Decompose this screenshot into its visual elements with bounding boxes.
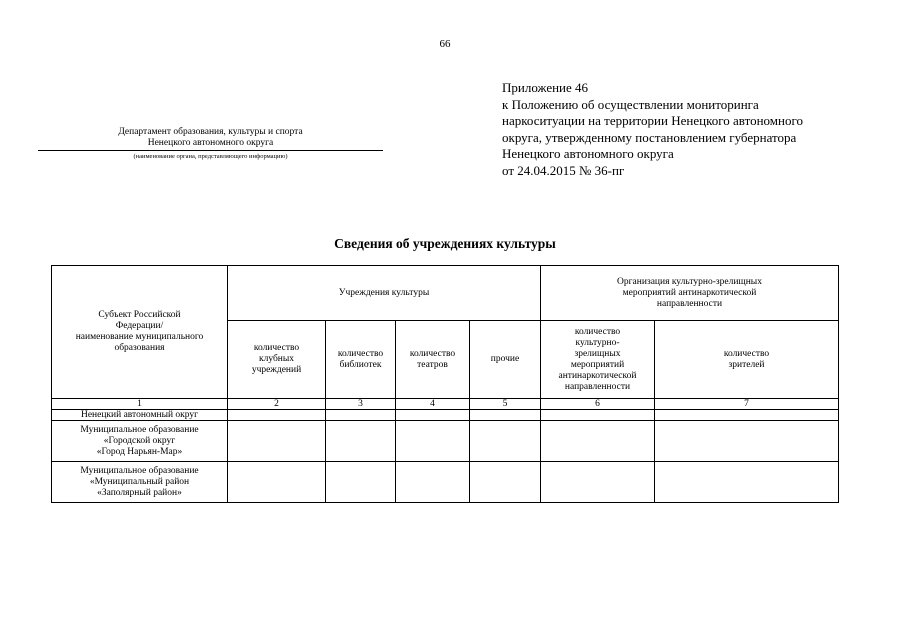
header-col-event-count <box>541 321 655 399</box>
column-number: 1 <box>52 399 228 410</box>
table-cell <box>326 421 396 462</box>
header-col-clubs <box>228 321 326 399</box>
appendix-block <box>502 80 892 179</box>
column-number-row <box>52 399 839 410</box>
row-label-line: «Городской округ <box>103 435 176 446</box>
header-culture-institutions: Учреждения культуры <box>228 266 541 321</box>
appendix-line: округа, утвержденному постановлением губернатора <box>502 129 797 145</box>
table-cell <box>655 421 839 462</box>
table-cell <box>541 410 655 421</box>
table-cell <box>326 410 396 421</box>
column-number: 6 <box>541 399 655 410</box>
header-line: клубных <box>258 354 295 364</box>
organization-name-line2: Ненецкого автономного округа <box>38 138 383 151</box>
row-label-line: Муниципальное образование <box>80 465 199 476</box>
table-cell <box>541 462 655 503</box>
table-cell <box>396 421 470 462</box>
header-line: количество <box>723 348 770 359</box>
header-subject-line: Федерации/ <box>115 321 164 331</box>
appendix-line: Ненецкого автономного округа <box>502 146 674 161</box>
table-cell <box>541 421 655 462</box>
table-cell <box>228 462 326 503</box>
appendix-line: к Положению об осуществлении мониторинга <box>502 96 759 112</box>
table-cell <box>655 462 839 503</box>
header-line: зрелищных <box>574 348 621 359</box>
header-line: культурно- <box>575 337 620 348</box>
header-line: количество <box>253 343 300 353</box>
header-col-theaters <box>396 321 470 399</box>
header-line: количество <box>409 348 456 359</box>
column-number: 5 <box>470 399 541 410</box>
header-events-line: направленности <box>656 298 723 309</box>
column-number: 4 <box>396 399 470 410</box>
table-cell <box>228 421 326 462</box>
appendix-line: от 24.04.2015 № 36-пг <box>502 162 625 178</box>
organization-caption: (наименование органа, представляющего информацию) <box>133 153 288 160</box>
table-row <box>52 410 839 421</box>
table-cell <box>470 421 541 462</box>
column-number: 3 <box>326 399 396 410</box>
document-title: Сведения об учреждениях культуры <box>334 236 556 251</box>
row-label-line: «Муниципальный район <box>89 476 190 487</box>
header-col-other <box>470 321 541 399</box>
header-subject <box>52 266 228 399</box>
header-line: театров <box>417 359 448 370</box>
header-line: мероприятий <box>570 359 625 370</box>
table-cell <box>396 410 470 421</box>
header-subject-line: наименование муниципального <box>75 332 204 342</box>
header-line: зрителей <box>728 359 765 370</box>
header-col-libraries <box>326 321 396 399</box>
table-cell <box>655 410 839 421</box>
table-cell <box>470 462 541 503</box>
appendix-line: Приложение 46 <box>502 80 589 95</box>
row-label-line: Муниципальное образование <box>80 424 199 435</box>
culture-institutions-table <box>51 265 839 503</box>
column-number: 2 <box>228 399 326 410</box>
header-col-spectators <box>655 321 839 399</box>
header-events <box>541 266 839 321</box>
row-label-line: «Заполярный район» <box>97 487 182 498</box>
column-number: 7 <box>655 399 839 410</box>
header-line: библиотек <box>339 359 382 370</box>
table-cell <box>228 410 326 421</box>
table-cell <box>470 410 541 421</box>
header-subject-line: Субъект Российской <box>98 310 181 320</box>
header-line: направленности <box>564 381 631 392</box>
header-line: количество <box>337 348 384 359</box>
header-events-line: Организация культурно-зрелищных <box>617 276 762 287</box>
header-line: количество <box>574 326 621 337</box>
organization-block <box>38 127 383 161</box>
row-label-line: «Город Нарьян-Мар» <box>96 446 183 457</box>
row-label <box>52 421 228 462</box>
page-number: 66 <box>439 38 451 50</box>
header-subject-line: образования <box>114 343 165 353</box>
table-row <box>52 462 839 503</box>
row-label: Ненецкий автономный округ <box>52 410 228 421</box>
header-events-line: мероприятий антинаркотической <box>622 287 757 298</box>
appendix-line: наркоситуации на территории Ненецкого автономного <box>502 113 803 128</box>
header-line: антинаркотической <box>558 370 637 381</box>
organization-name-line1: Департамент образования, культуры и спорта <box>118 127 303 137</box>
table-row <box>52 421 839 462</box>
table-cell <box>396 462 470 503</box>
table-cell <box>326 462 396 503</box>
header-line: учреждений <box>251 365 302 375</box>
row-label <box>52 462 228 503</box>
header-line: прочие <box>490 354 520 364</box>
